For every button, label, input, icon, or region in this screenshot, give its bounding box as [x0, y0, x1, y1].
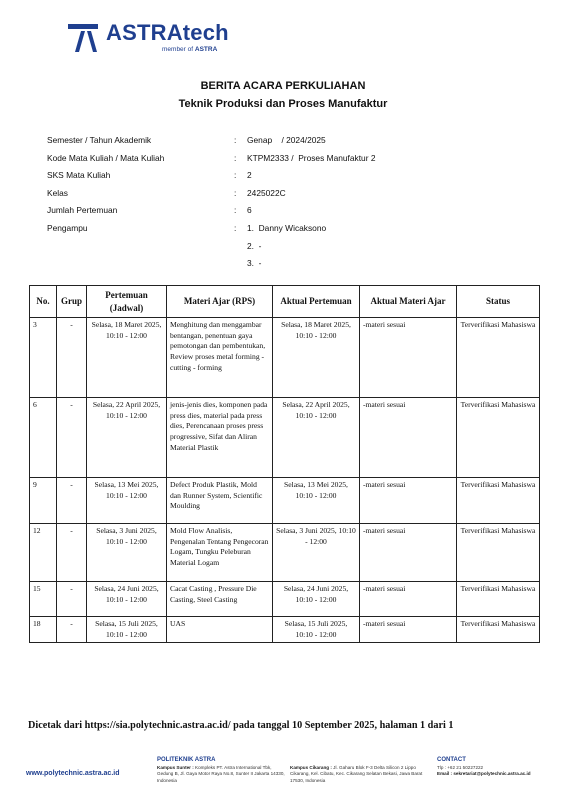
- printed-notice: Dicetak dari https://sia.polytechnic.astra.ac.id/ pada tanggal 10 September 2025, halaman 1 dari 1: [28, 720, 454, 731]
- cell-materi: Defect Produk Plastik, Mold dan Runner System, Scientific Moulding: [167, 478, 273, 524]
- astra-a-mark-icon: [66, 18, 100, 52]
- table-row: [30, 524, 540, 582]
- cell-grup: -: [57, 524, 87, 582]
- cell-status: Terverifikasi Mahasiswa: [457, 524, 540, 582]
- info-value: 3. -: [247, 258, 262, 269]
- info-value: 6: [247, 205, 252, 216]
- info-label: Semester / Tahun Akademik: [47, 135, 152, 145]
- document-title: BERITA ACARA PERKULIAHAN: [200, 80, 366, 92]
- cell-status: Terverifikasi Mahasiswa: [457, 617, 540, 643]
- cell-grup: -: [57, 582, 87, 617]
- column-header-status: Status: [457, 286, 540, 318]
- cell-aktual-materi: -materi sesuai: [360, 617, 457, 643]
- info-label: Pengampu: [47, 222, 88, 233]
- cell-jadwal: Selasa, 15 Juli 2025, 10:10 - 12:00: [87, 617, 167, 643]
- logo-wordmark: ASTRAtech: [106, 20, 229, 45]
- cell-jadwal: Selasa, 24 Juni 2025, 10:10 - 12:00: [87, 582, 167, 617]
- cell-aktual-materi: -materi sesuai: [360, 582, 457, 617]
- info-value: Genap / 2024/2025: [247, 135, 326, 145]
- table-row: [30, 478, 540, 524]
- footer-phone: Tlp : +62 21 50227222: [437, 764, 484, 770]
- cell-status: Terverifikasi Mahasiswa: [457, 398, 540, 478]
- footer-email[interactable]: Email : sekretariat@polytechnic.astra.ac.id: [437, 771, 531, 777]
- cell-jadwal: Selasa, 13 Mei 2025, 10:10 - 12:00: [87, 478, 167, 524]
- page-footer: [0, 752, 566, 800]
- cell-aktual: Selasa, 15 Juli 2025, 10:10 - 12:00: [273, 617, 360, 643]
- cell-materi: UAS: [167, 617, 273, 643]
- column-header-aktual: Aktual Pertemuan: [273, 286, 360, 318]
- cell-aktual-materi: -materi sesuai: [360, 478, 457, 524]
- cell-aktual: Selasa, 18 Maret 2025, 10:10 - 12:00: [273, 318, 360, 398]
- cell-aktual-materi: -materi sesuai: [360, 398, 457, 478]
- cell-aktual: Selasa, 22 April 2025, 10:10 - 12:00: [273, 398, 360, 478]
- footer-campus-sunter: POLITEKNIK ASTRA Kampus Sunter : Kompleks PT. Astra International Tbk, Gedung B, Jl. Gaya Motor Raya No.8, Sunter II Jakarta 14330, Indonesia: [157, 756, 287, 785]
- cell-no: 6: [30, 398, 57, 478]
- info-label: Kode Mata Kuliah / Mata Kuliah: [47, 152, 165, 163]
- cell-no: 9: [30, 478, 57, 524]
- cell-aktual: Selasa, 3 Juni 2025, 10:10 - 12:00: [273, 524, 360, 582]
- column-header-aktual-materi: Aktual Materi Ajar: [360, 286, 457, 318]
- cell-status: Terverifikasi Mahasiswa: [457, 478, 540, 524]
- footer-heading: CONTACT: [437, 757, 466, 763]
- cell-aktual: Selasa, 24 Juni 2025, 10:10 - 12:00: [273, 582, 360, 617]
- footer-heading: POLITEKNIK ASTRA: [157, 757, 216, 763]
- info-value: 2. -: [247, 240, 262, 251]
- table-row: [30, 617, 540, 643]
- cell-materi: jenis-jenis dies, komponen pada press dies, material pada press dies, Perencanaan proses press progressive, Sifat dan Aliran Material Plastik: [167, 398, 273, 478]
- logo-subtitle: member of ASTRA: [162, 46, 218, 53]
- table-header-row: [30, 286, 540, 318]
- footer-campus-cikarang: Kampus Cikarang : Jl. Gaharu Blok F-3 Delta Silicon 2 Lippo Cikarang, Kel. Cibatu, Kec. Cikarang Selatan Bekasi, Jawa Barat 17530, Indonesia: [290, 764, 423, 783]
- info-label: Kelas: [47, 187, 68, 198]
- column-header-jadwal: Pertemuan (Jadwal): [87, 286, 167, 318]
- lecture-table: [29, 285, 540, 643]
- info-label: Jumlah Pertemuan: [47, 205, 118, 216]
- column-header-no: No.: [30, 286, 57, 318]
- table-row: [30, 318, 540, 398]
- cell-no: 15: [30, 582, 57, 617]
- column-header-grup: Grup: [57, 286, 87, 318]
- info-value: 2: [247, 170, 252, 181]
- footer-contact: [437, 756, 557, 778]
- cell-no: 12: [30, 524, 57, 582]
- astratech-logo: [66, 16, 236, 58]
- cell-grup: -: [57, 398, 87, 478]
- info-value: KTPM2333 / Proses Manufaktur 2: [247, 152, 376, 163]
- table-row: [30, 582, 540, 617]
- cell-jadwal: Selasa, 22 April 2025, 10:10 - 12:00: [87, 398, 167, 478]
- cell-no: 18: [30, 617, 57, 643]
- cell-materi: Cacat Casting , Pressure Die Casting, Steel Casting: [167, 582, 273, 617]
- cell-aktual-materi: -materi sesuai: [360, 318, 457, 398]
- info-label: SKS Mata Kuliah: [47, 170, 111, 181]
- cell-grup: -: [57, 318, 87, 398]
- cell-grup: -: [57, 478, 87, 524]
- info-value: 1. Danny Wicaksono: [247, 222, 327, 233]
- column-header-materi: Materi Ajar (RPS): [167, 286, 273, 318]
- course-title: Teknik Produksi dan Proses Manufaktur: [178, 98, 388, 110]
- cell-no: 3: [30, 318, 57, 398]
- table-row: [30, 398, 540, 478]
- cell-status: Terverifikasi Mahasiswa: [457, 582, 540, 617]
- cell-materi: Mold Flow Analisis, Pengenalan Tentang Pengecoran Logam, Tungku Peleburan Material Logam: [167, 524, 273, 582]
- info-value: 2425022C: [247, 187, 286, 198]
- cell-grup: -: [57, 617, 87, 643]
- cell-status: Terverifikasi Mahasiswa: [457, 318, 540, 398]
- cell-jadwal: Selasa, 18 Maret 2025, 10:10 - 12:00: [87, 318, 167, 398]
- cell-aktual: Selasa, 13 Mei 2025, 10:10 - 12:00: [273, 478, 360, 524]
- cell-aktual-materi: -materi sesuai: [360, 524, 457, 582]
- footer-website-link[interactable]: www.polytechnic.astra.ac.id: [26, 770, 120, 777]
- cell-materi: Menghitung dan menggambar bentangan, penentuan gaya pemotongan dan pembentukan, Review proses metal forming - cutting - forming: [167, 318, 273, 398]
- cell-jadwal: Selasa, 3 Juni 2025, 10:10 - 12:00: [87, 524, 167, 582]
